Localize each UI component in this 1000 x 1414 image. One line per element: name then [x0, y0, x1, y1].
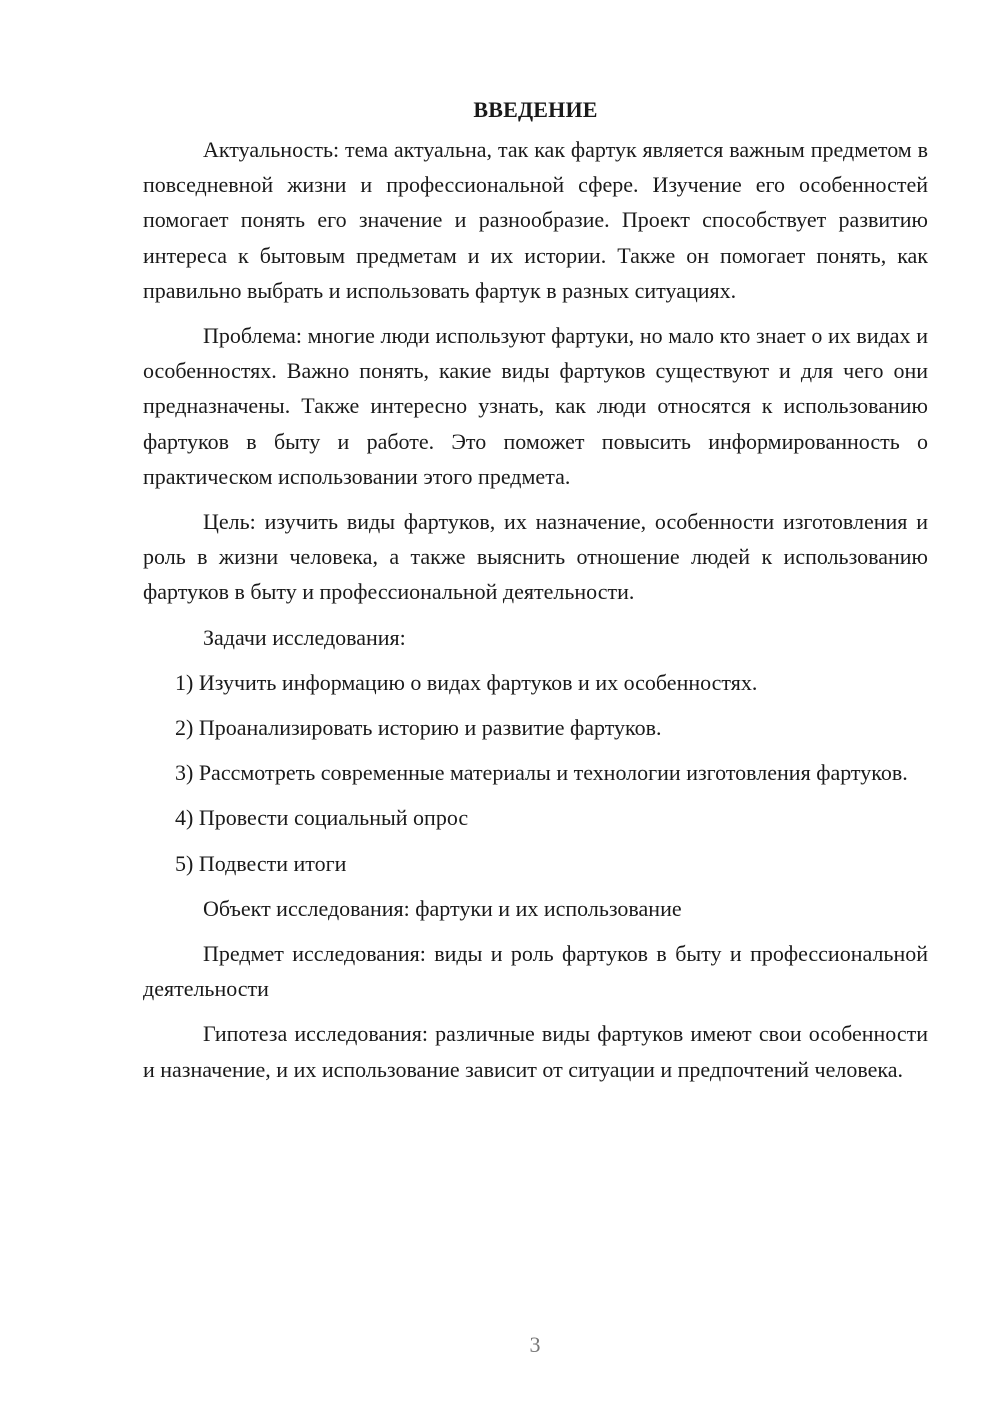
paragraph-subject: Предмет исследования: виды и роль фартуков в быту и профессиональной деятельности	[143, 941, 928, 1002]
task-item: 1) Изучить информацию о видах фартуков и их особенностях.	[175, 669, 758, 695]
document-page	[143, 88, 928, 1097]
paragraph-hypothesis: Гипотеза исследования: различные виды фартуков имеют свои особенности и назначение, и их использование зависит от ситуации и предпочтений человека.	[143, 1021, 928, 1082]
task-item: 5) Подвести итоги	[175, 850, 347, 876]
paragraph-object: Объект исследования: фартуки и их использование	[203, 895, 682, 921]
task-item: 2) Проанализировать историю и развитие фартуков.	[175, 715, 662, 741]
tasks-heading: Задачи исследования:	[203, 624, 406, 650]
paragraph-problem: Проблема: многие люди используют фартуки, но мало кто знает о их видах и особенностях. Важно понять, какие виды фартуков существуют и для чего они предназначены. Также интересно узнать, как люди относятся к использованию фартуков в быту и работе. Это поможет повысить информированность о практическом использовании этого предмета.	[143, 323, 928, 489]
page-title: ВВЕДЕНИЕ	[473, 97, 598, 122]
task-item: 4) Провести социальный опрос	[175, 805, 469, 831]
task-item: 3) Рассмотреть современные материалы и технологии изготовления фартуков.	[175, 760, 908, 786]
paragraph-goal: Цель: изучить виды фартуков, их назначение, особенности изготовления и роль в жизни человека, а также выяснить отношение людей к использованию фартуков в быту и профессиональной деятельности.	[143, 509, 928, 605]
paragraph-relevance: Актуальность: тема актуальна, так как фартук является важным предметом в повседневной жизни и профессиональной сфере. Изучение его особенностей помогает понять его значение и разнообразие. Проект способствует развитию интереса к бытовым предметам и их истории. Также он помогает понять, как правильно выбрать и использовать фартук в разных ситуациях.	[143, 137, 928, 303]
page-number: 3	[529, 1332, 541, 1357]
